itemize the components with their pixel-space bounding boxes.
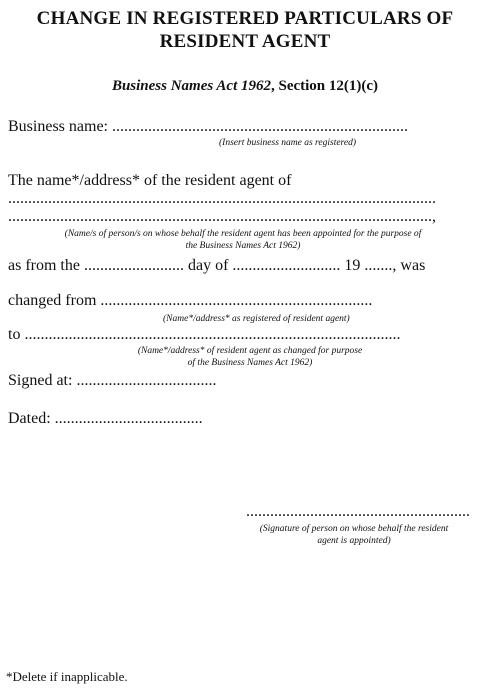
signed-at-field: Signed at: ................................... [8,372,217,389]
business-name-note: (Insert business name as registered) [219,138,357,148]
act-name: Business Names Act 1962 [111,78,271,94]
act-section: , Section 12(1)(c) [270,78,379,94]
signature-line: ........................................................ [246,503,470,520]
form-subtitle [0,77,490,95]
agent-heading: The name*/address* of the resident agent of [8,172,292,189]
form-title-line-1: CHANGE IN REGISTERED PARTICULARS OF [36,8,454,29]
persons-note-line-2: the Business Names Act 1962) [185,241,301,251]
changed-from-note: (Name*/address* as registered of resident agent) [163,314,350,324]
business-name-field: Business name: .......................................................................... [8,118,408,135]
persons-note-line-1: (Name/s of person/s on whose behalf the resident agent has been appointed for the purpose of [64,229,422,239]
signature-note-line-2: agent is appointed) [317,536,391,546]
to-note-line-1: (Name*/address* of resident agent as changed for purpose [137,346,363,356]
to-line: to .............................................................................................. [8,326,401,343]
to-note-line-2: of the Business Names Act 1962) [187,358,313,368]
dotted-line-1: ........................................................................................................... [8,190,436,207]
signature-note-line-1: (Signature of person on whose behalf the resident [259,524,449,534]
footnote: *Delete if inapplicable. [6,669,128,684]
dotted-line-2: .........................................................................................................., [8,208,436,225]
form-title-line-2: RESIDENT AGENT [159,31,331,52]
dated-field: Dated: ..................................... [8,410,203,427]
changed-from-line: changed from .................................................................... [8,292,373,309]
as-from-line: as from the ......................... day of ........................... 19 ......., was [8,257,426,274]
